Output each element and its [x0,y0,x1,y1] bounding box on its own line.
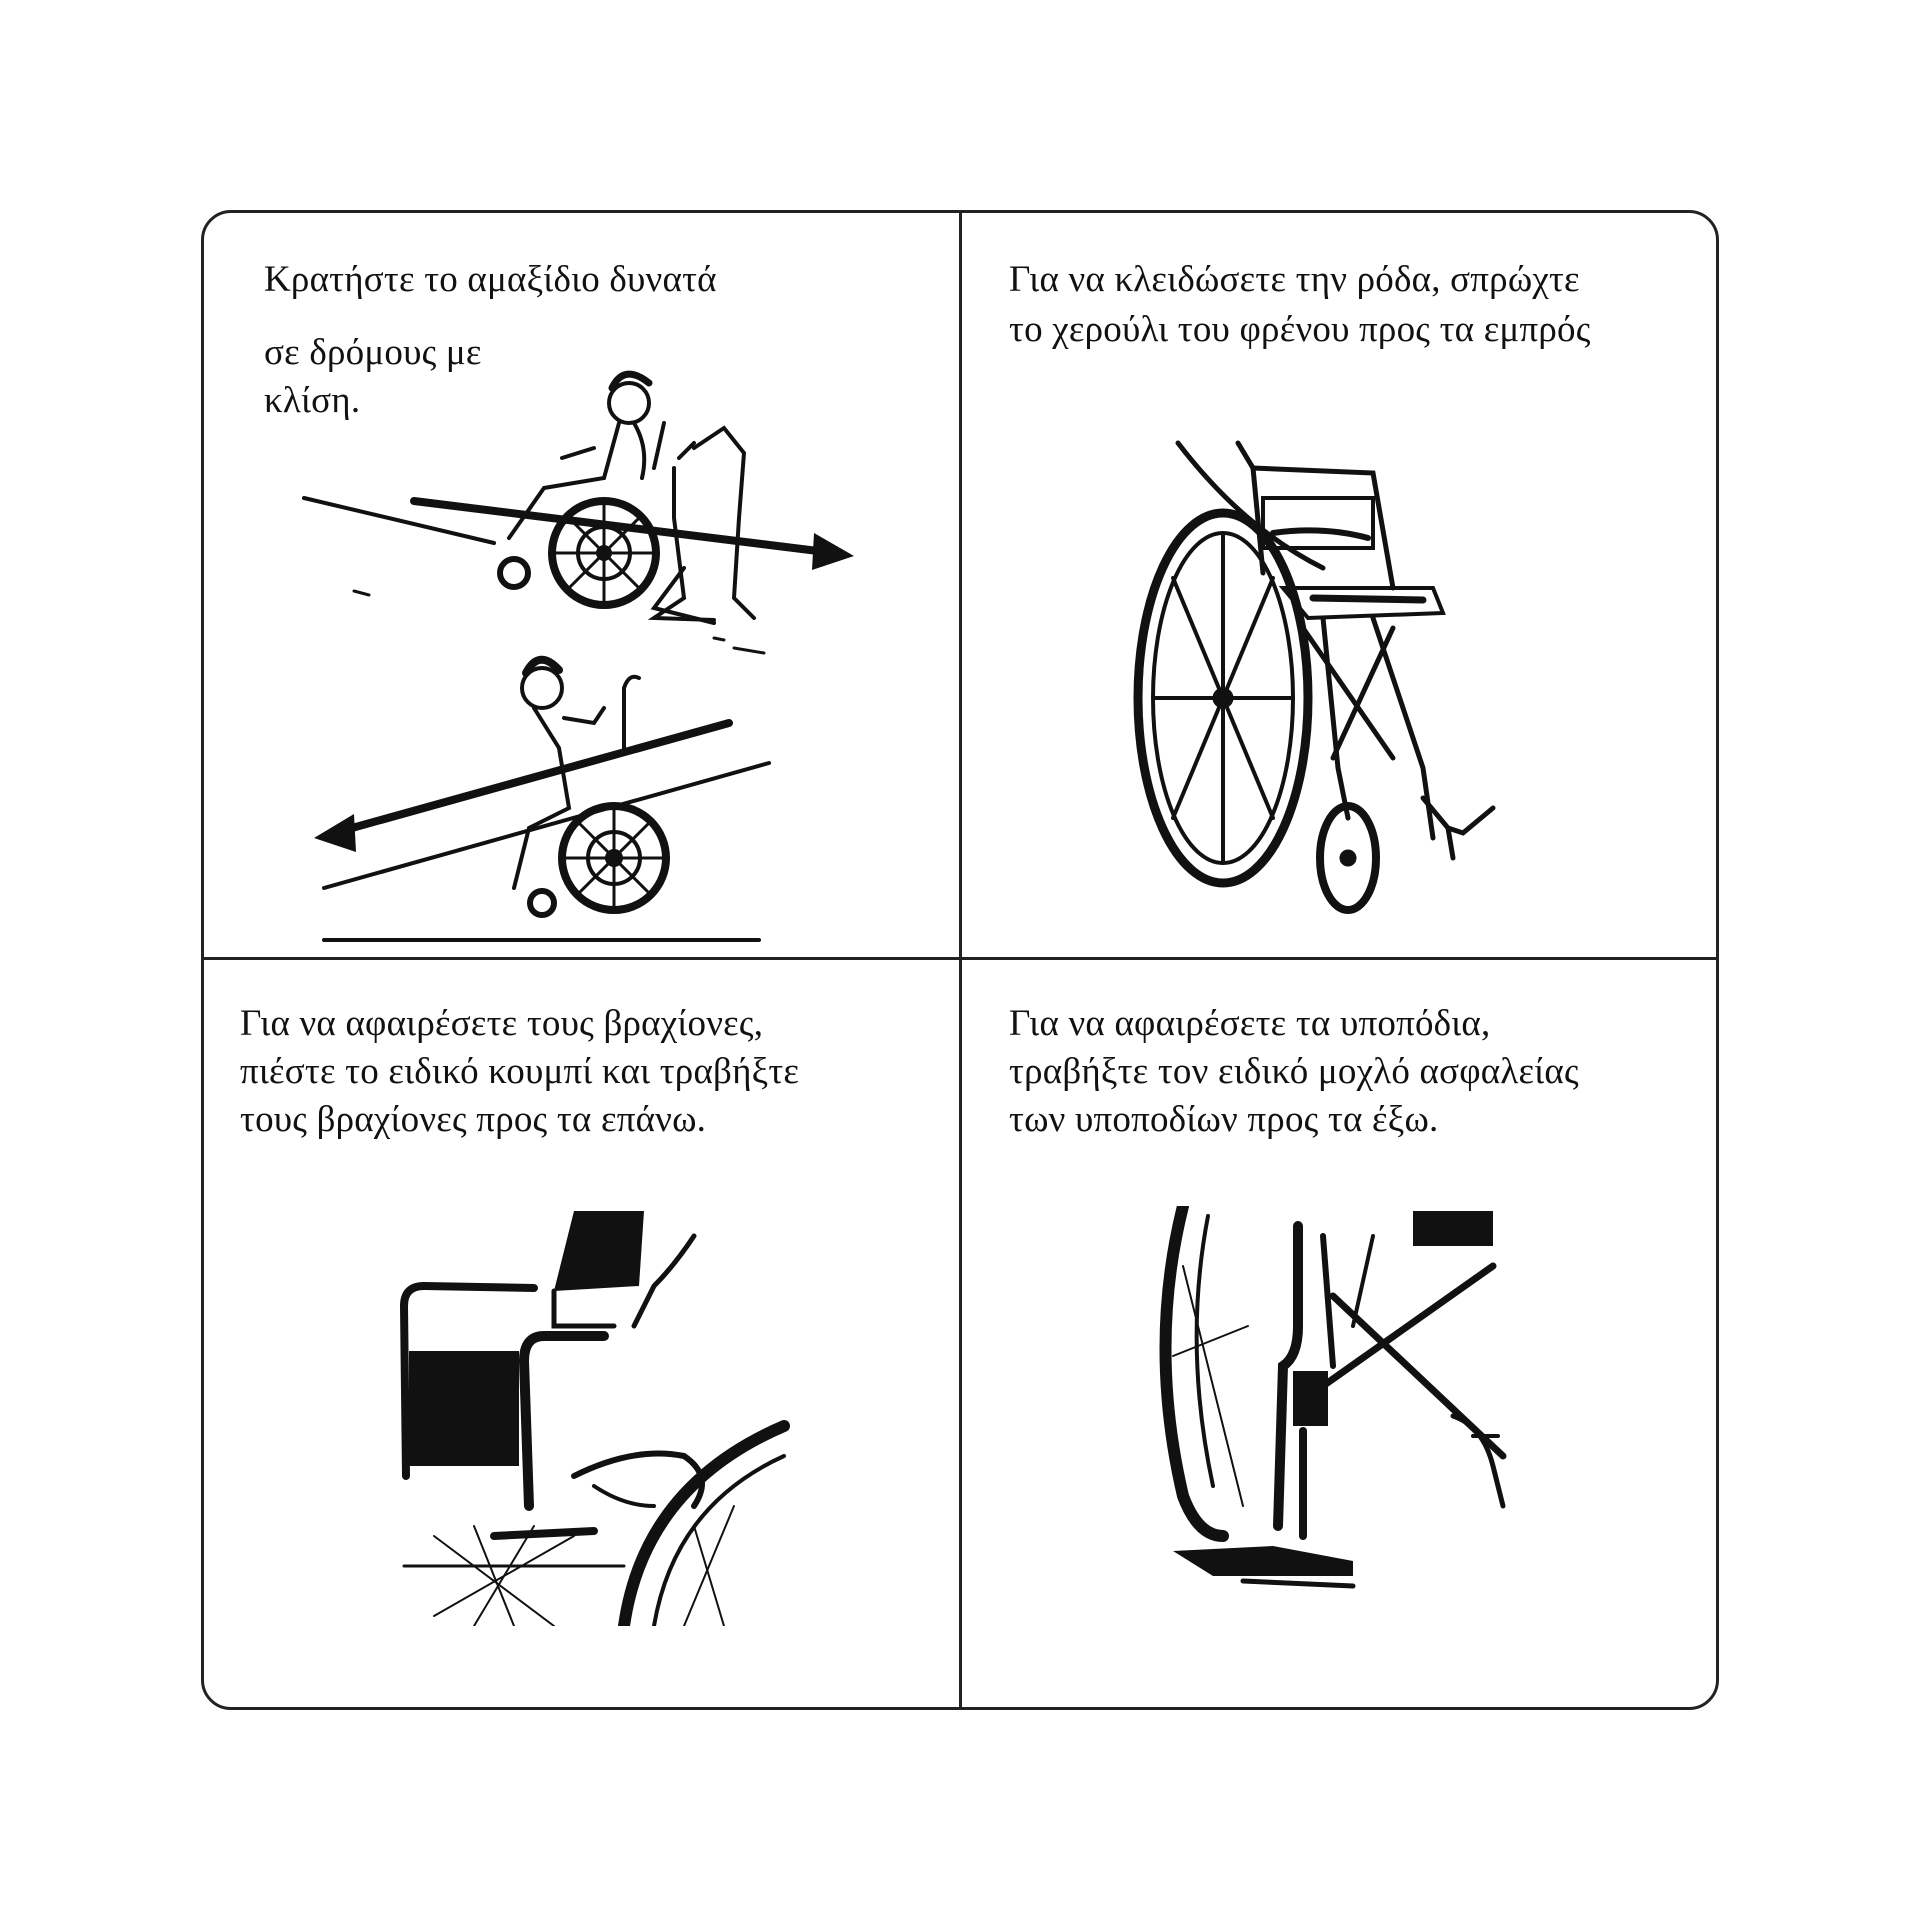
caption-line-2: το χερούλι του φρένου προς τα εμπρός [1009,309,1591,350]
wheelchair-brake-illustration [1133,438,1593,928]
panel-armrest [204,961,958,1707]
caption-line-1: Κρατήστε το αμαξίδιο δυνατά [264,259,717,300]
panel-slope [204,213,958,956]
horizontal-divider [202,957,1717,960]
caption-line-1: Για να αφαιρέσετε τα υποπόδια, [1009,1003,1491,1044]
caption-line-2: τραβήξτε τον ειδικό μοχλό ασφαλείας [1009,1051,1579,1092]
footrest-removal-illustration [1153,1206,1533,1616]
armrest-removal-illustration [394,1206,794,1626]
panel-brake [963,213,1716,956]
caption-line-2: σε δρόμους με [264,332,482,373]
wheelchair-on-slope-illustration [294,328,924,948]
panel-footrest [963,961,1716,1707]
caption-line-3: τους βραχίονες προς τα επάνω. [240,1099,707,1140]
caption-line-1: Για να αφαιρέσετε τους βραχίονες, [240,1003,764,1044]
caption-line-3: κλίση. [264,380,361,421]
caption-line-2: πιέστε το ειδικό κουμπί και τραβήξτε [240,1051,800,1092]
caption-line-1: Για να κλειδώσετε την ρόδα, σπρώχτε [1009,259,1580,300]
caption-line-3: των υποποδίων προς τα έξω. [1009,1099,1439,1140]
caption-line-3-wrap [240,1095,706,1144]
